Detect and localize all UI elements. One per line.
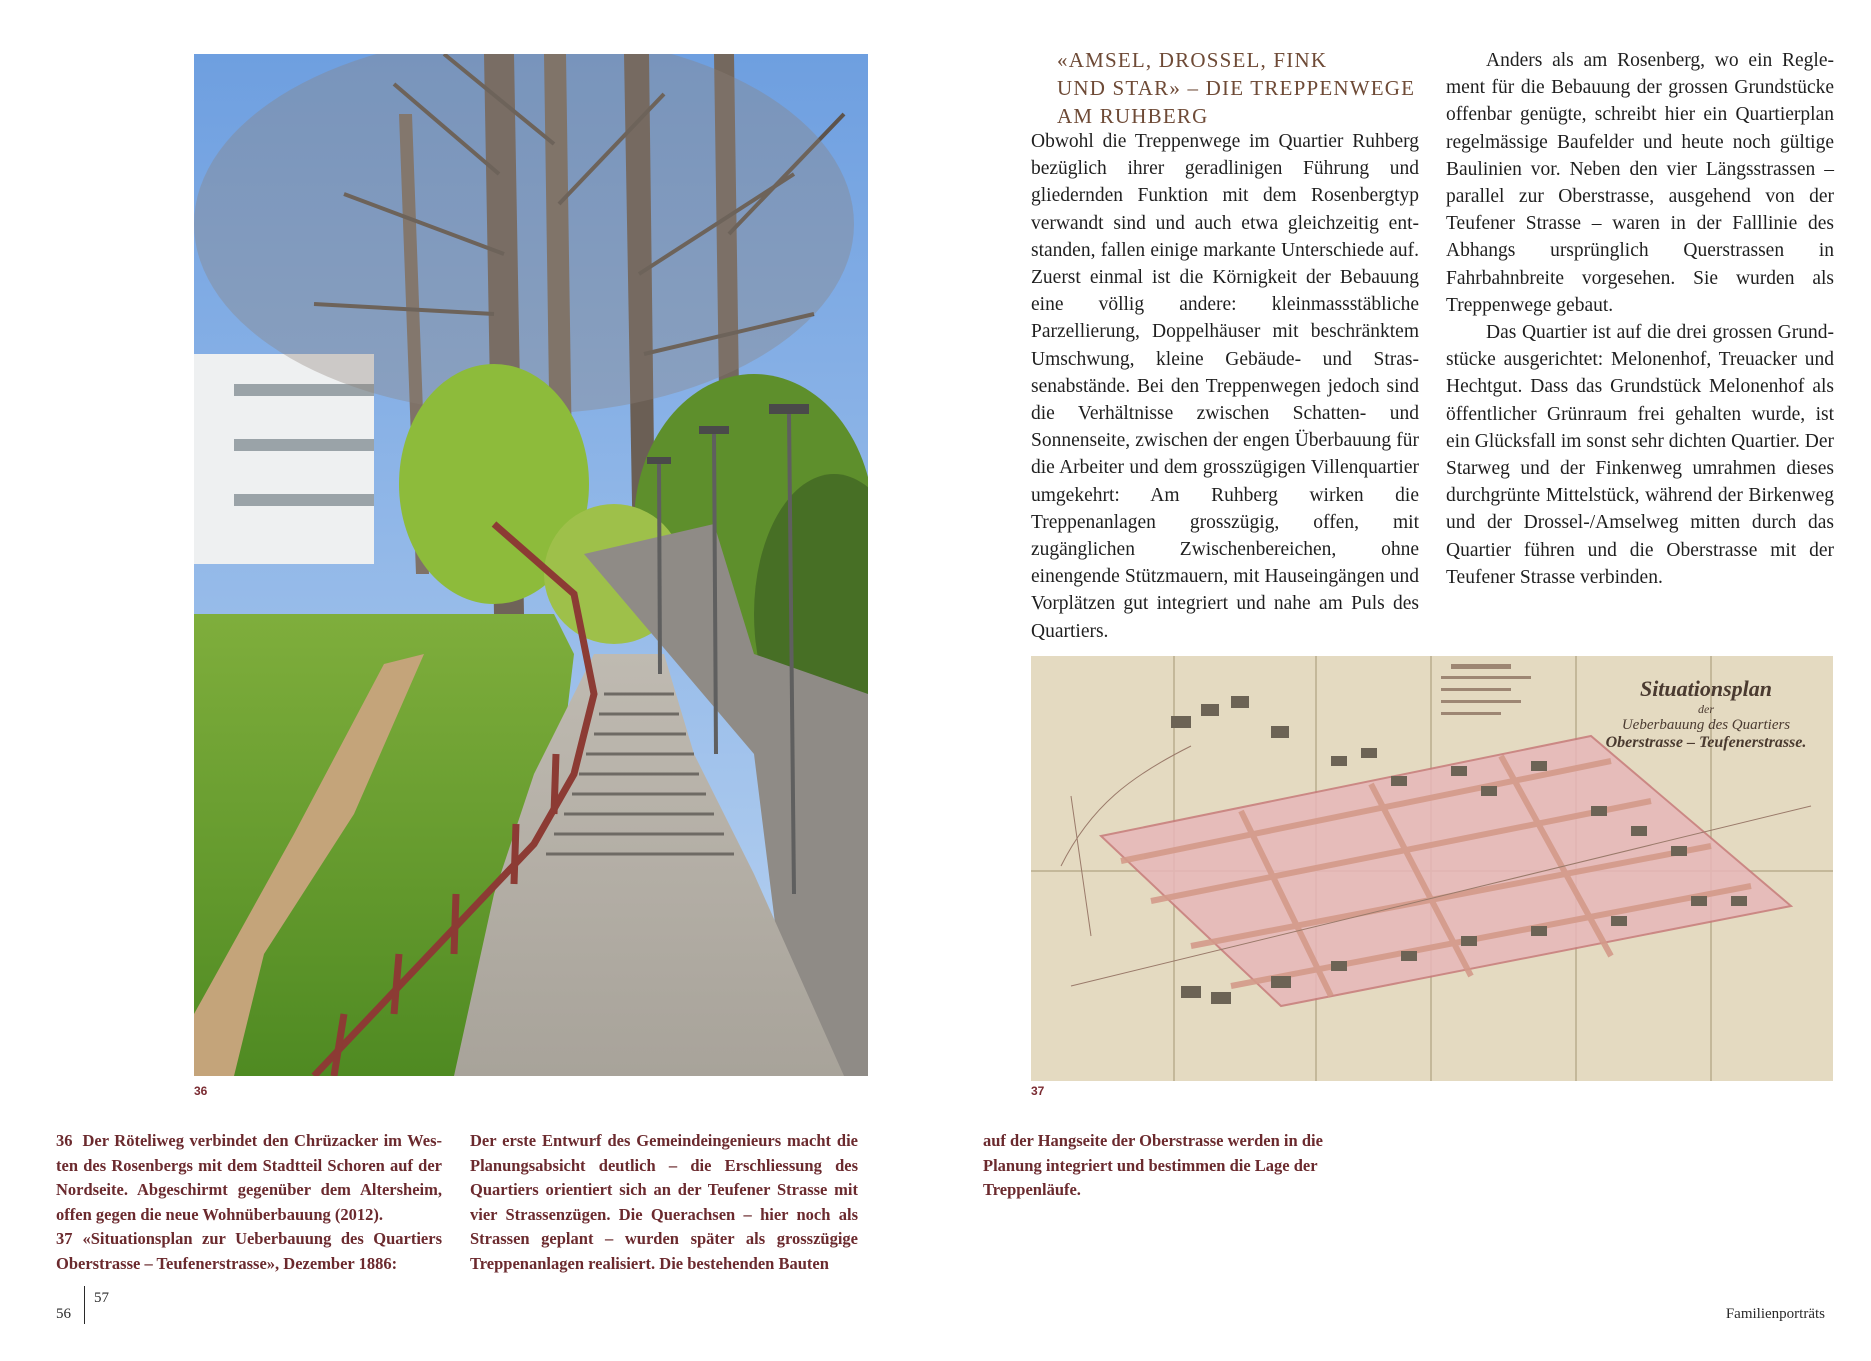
article-paragraph-3: Das Quartier ist auf die drei grossen Grundstücke ausgerichtet: Melonenhof, Treuacker und Hechtgut. Dass das Grundstück Melonenhof als öffentlicher Grünraum frei gehalten wurde, ist ein Glücksfall im sonst sehr dichten Quartier. Der Starweg und der Finkenweg umrahmen dieses durchgrünte Mittelstück, während der Birkenweg und der Drossel-/Amselweg mitten durch das Quartier führen und die Oberstrasse mit der Teufener Strasse verbinden. xyxy=(1446,322,1834,588)
caption-37-text: «Situationsplan zur Ueberbauung des Quartiers Oberstrasse – Teufenerstrasse», Dezember 1886: xyxy=(56,1229,442,1273)
plan-subtitle: Ueberbauung des Quartiers xyxy=(1621,717,1791,733)
plan-subtitle-2: Oberstrasse – Teufenerstrasse. xyxy=(1605,734,1807,751)
caption-column-3 xyxy=(983,1129,1353,1203)
plan-title: Situationsplan xyxy=(1639,676,1773,701)
caption-37 xyxy=(56,1227,442,1276)
figure-number-37: 37 xyxy=(1031,1084,1045,1098)
figure-number-36: 36 xyxy=(194,1084,208,1098)
article-paragraph-1: Obwohl die Treppenwege im Quartier Ruhberg bezüglich ihrer geradlinigen Führung und gliedernden Funktion mit dem Rosenbergtyp verwandt sind und auch etwa gleichzeitig entstanden, fallen einige markante Unterschiede auf. Zuerst einmal ist die Körnigkeit der Bebauung eine völlig andere: kleinmassstäbliche Parzellierung, Doppelhäuser mit beschränktem Umschwung, kleine Gebäude- und Strassenabstände. Bei den Treppenwegen jedoch sind die Verhältnisse zwischen Schatten- und Sonnenseite, zwischen der engen Überbauung für die Arbeiter und dem grosszügigen Villenquartier umgekehrt: Am Ruhberg wirken die Treppenanlagen grosszügig, offen, mit zugänglichen Zwischenbereichen, ohne einengende Stützmauern, mit Hauseingängen und Vorplätzen gut integriert und nahe am Puls des Quartiers. xyxy=(1031,131,1419,642)
article-heading-line-3: AM RUHBERG xyxy=(1057,104,1209,128)
plan-title-der: der xyxy=(1698,702,1714,716)
page-number-right: 57 xyxy=(94,1290,109,1306)
caption-36-text: Der Röteliweg verbindet den Chrüzacker im Westen des Rosenbergs mit dem Stadtteil Schoren auf der Nordseite. Abgeschirmt gegenüber dem Altersheim, offen gegen die neue Wohnüberbauung (2012). xyxy=(56,1131,442,1224)
article-heading-block xyxy=(1057,47,1437,131)
caption-37-number: 37 xyxy=(56,1229,73,1249)
section-title: Familienporträts xyxy=(1725,1306,1825,1322)
folio-divider xyxy=(84,1286,85,1324)
article-paragraph-2: Anders als am Rosenberg, wo ein Reglement für die Bebauung der grossen Grundstücke offenbar genügte, schreibt hier ein Quartierplan regelmässige Baufelder und heute noch gültige Baulinien vor. Neben den vier Längsstrassen – parallel zur Oberstrasse, ausgehend von der Teufener Strasse – waren in der Falllinie des Abhangs ursprünglich Querstrassen in Fahrbahnbreite vorgesehen. Sie wurden als Treppenwege gebaut. xyxy=(1446,50,1834,316)
article-heading-line-1: «AMSEL, DROSSEL, FINK xyxy=(1057,48,1328,72)
caption-36-number: 36 xyxy=(56,1131,73,1150)
caption-37-continued: Der erste Entwurf des Gemeindeingenieurs macht die Planungsabsicht deutlich – die Erschliessung des Quartiers orientiert sich an der Teufener Strasse mit vier Strassenzügen. Die Querachsen – hier noch als Strassen geplant – wurden später als grosszügige Treppenanlagen realisiert. Die bestehenden Bauten xyxy=(470,1131,858,1273)
photo-treppenweg xyxy=(194,54,868,1076)
caption-37-end: auf der Hangseite der Oberstrasse werden in die Planung integriert und bestimmen die Lage der Treppenläufe. xyxy=(983,1131,1323,1200)
historic-site-plan xyxy=(1031,656,1833,1081)
page-number-left: 56 xyxy=(56,1306,71,1322)
caption-column-1 xyxy=(56,1129,442,1277)
article-heading-line-2: UND STAR» – DIE TREPPENWEGE xyxy=(1057,76,1416,100)
caption-36 xyxy=(56,1129,442,1227)
article-column-2 xyxy=(1446,47,1834,591)
article-column-1 xyxy=(1031,128,1419,645)
caption-column-2 xyxy=(470,1129,858,1277)
